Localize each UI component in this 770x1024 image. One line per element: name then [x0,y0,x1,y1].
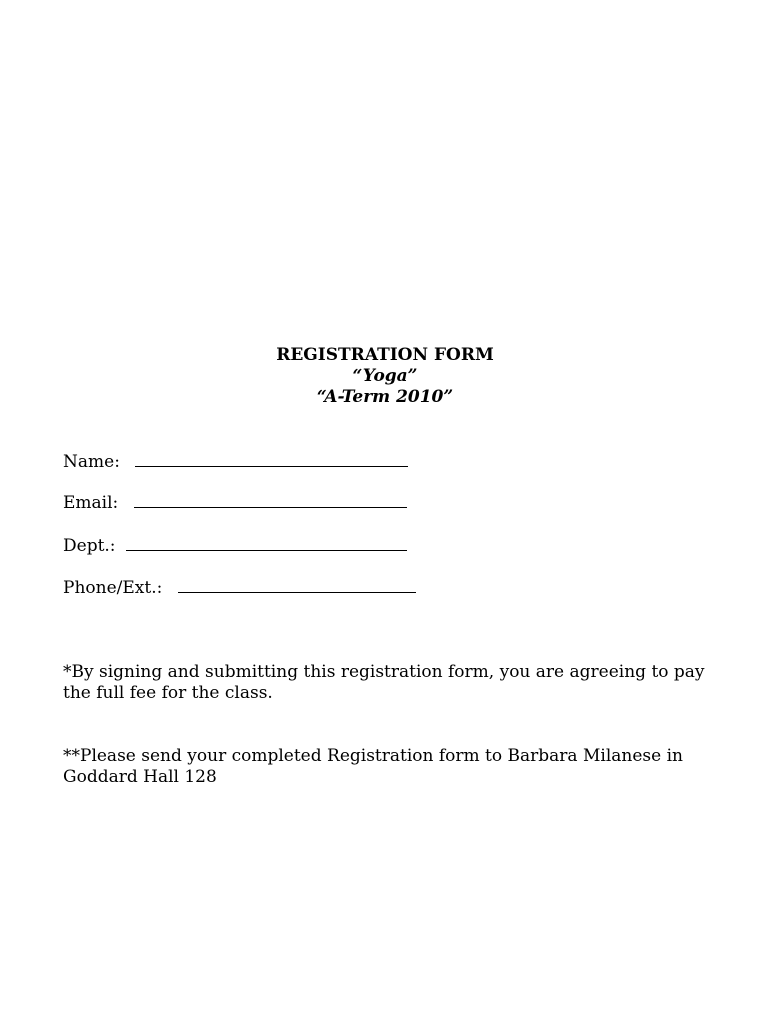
form-title: REGISTRATION FORM [276,345,494,365]
name-blank-line[interactable] [135,452,408,467]
form-header [0,345,770,408]
phone-label: Phone/Ext.: [63,578,163,598]
email-label: Email: [63,493,119,513]
fee-agreement-note: *By signing and submitting this registration form, you are agreeing to pay the full fee for the class. [63,662,705,703]
phone-blank-line[interactable] [178,578,416,593]
phone-field [63,578,416,599]
name-label: Name: [63,452,120,472]
dept-field [63,536,407,557]
submission-instructions-note: **Please send your completed Registration form to Barbara Milanese in Goddard Hall 128 [63,746,683,787]
dept-label: Dept.: [63,536,116,556]
email-blank-line[interactable] [134,493,407,508]
name-field [63,452,408,473]
term-name: “A-Term 2010” [316,387,454,407]
class-name: “Yoga” [352,366,418,386]
email-field [63,493,407,514]
dept-blank-line[interactable] [126,536,407,551]
